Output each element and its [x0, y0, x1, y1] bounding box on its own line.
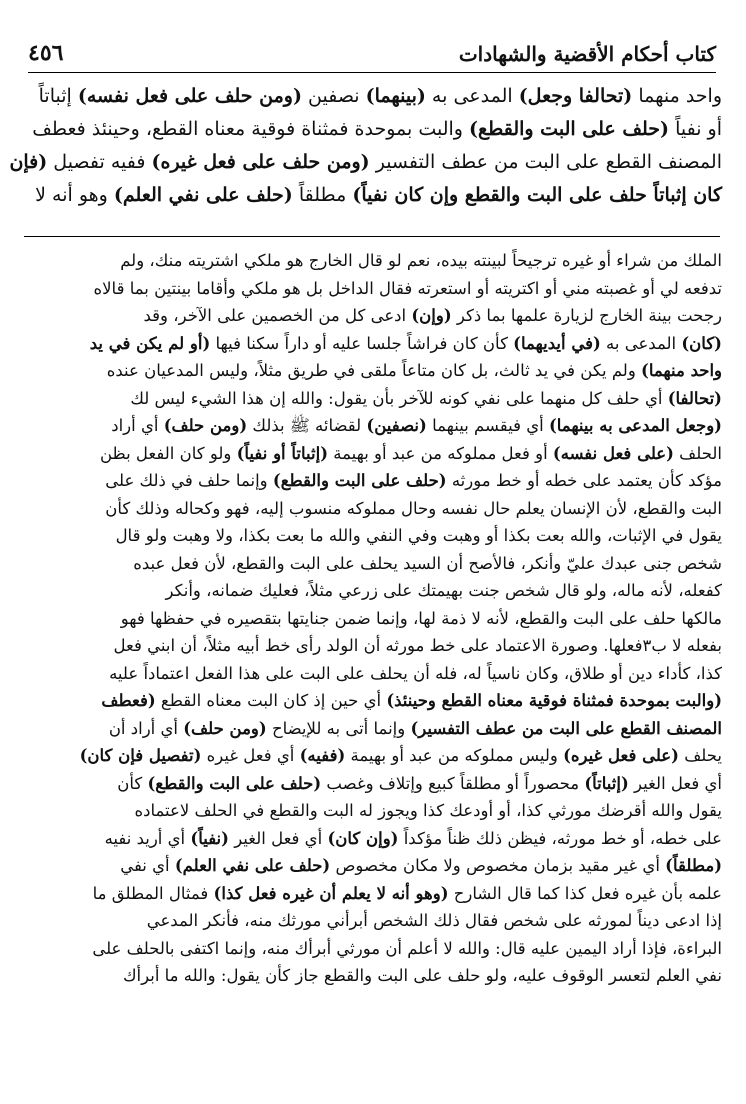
text-segment: أي أراد [111, 416, 164, 435]
text-segment: ادعى كل من الخصمين على الآخر، وقد [143, 306, 412, 325]
main-text-line [22, 80, 722, 113]
bold-segment: (أو لم يكن في يد [89, 333, 211, 353]
text-segment: شخص جنى عبدك عليّ وأنكر، فالأصح أن السيد يحلف على البت والقطع، لأن فعل عبده [133, 553, 722, 573]
text-segment: فمثال المطلق ما [92, 883, 214, 903]
text-segment: أي غير مقيد بزمان مخصوص ولا مكان مخصوص [330, 856, 666, 875]
text-segment: البت والقطع، لأن الإنسان يعلم حال نفسه وحال مملوكه منسوب إليه، فهو وكحاله وذلك كأن [105, 498, 722, 518]
bold-segment: (تحالفا وجعل) [518, 85, 633, 107]
main-text-block [9, 80, 722, 212]
separator-line [24, 236, 720, 237]
text-segment: نصفين [301, 85, 366, 107]
text-segment: يقول والله أقرضك مورثي كذا، أو أودعك كذا ويجوز له البت والقطع في الحلف لاعتماده [134, 801, 722, 820]
bold-segment: (تحالفا) [667, 388, 722, 408]
bold-segment: (فإن [9, 151, 48, 173]
bold-segment: المصنف القطع على البت من عطف التفسير) [410, 718, 722, 738]
text-segment: البراءة، فإذا أراد اليمين عليه قال: والله لا أعلم أن مورثي أبرأك منه، وإنما اكتفى بالحلف على [92, 938, 722, 958]
bold-segment: (نصفين) [366, 416, 427, 435]
book-title: كتاب أحكام الأقضية والشهادات [458, 42, 716, 66]
text-segment: المصنف القطع على البت من عطف التفسير [369, 151, 722, 173]
text-segment: الملك من شراء أو غيره ترجيحاً لبينته بيده، نعم لو قال الخارج هو ملكي اشتريته منك، ولم [120, 251, 722, 270]
text-segment: وليس مملوكه من عبد أو بهيمة [345, 746, 564, 765]
text-segment: أو نفياً [669, 118, 722, 140]
text-segment: الحلف [673, 443, 722, 463]
text-segment: أي فعل غيره [201, 746, 300, 765]
bold-segment: (حلف على نفي العلم) [174, 856, 331, 875]
commentary-line [22, 495, 722, 523]
text-segment: كذا، كأداء دين أو طلاق، وكان ناسياً له، فله أن يحلف على البت على هذا الفعل اعتماداً عليه [109, 663, 722, 683]
text-segment: لقضائه ﷺ بذلك [247, 416, 367, 435]
bold-segment: (ومن حلف على فعل غيره) [151, 151, 370, 173]
bold-segment: (وهو أنه لا يعلم أن غيره فعل كذا) [213, 883, 449, 903]
commentary-line [22, 275, 722, 303]
commentary-line [22, 715, 722, 743]
text-segment: مؤكد كأن يعتمد على خطه أو خط مورثه [446, 471, 722, 490]
main-text-line [9, 146, 722, 179]
bold-segment: (والبت بموحدة فمثناة فوقية معناه القطع وحينئذ) [386, 691, 722, 710]
text-segment: يقول في الإثبات، والله بعت بكذا أو وهبت وفي النفي والله ما بعت بكذا، ولا وهبت ولو قال [115, 526, 722, 545]
bold-segment: (كان) [681, 333, 722, 353]
commentary-line [22, 687, 722, 715]
bold-segment: (وإن) [411, 306, 452, 325]
text-segment: أي حين إذ كان البت معناه القطع [155, 691, 387, 710]
main-text-line [22, 179, 722, 212]
commentary-line [22, 935, 722, 963]
page-number: ٤٥٦ [28, 40, 64, 66]
text-segment: مالكها حلف على البت والقطع، لأنه لا ذمة لها، وإنما ضمن جنايتها بتقصيره في حفظها فهو [120, 608, 722, 628]
commentary-line [22, 907, 722, 935]
text-segment: يحلف [678, 746, 722, 765]
commentary-line [22, 385, 722, 413]
commentary-line [22, 522, 722, 550]
text-segment: ولم يكن في يد ثالث، بل كان متاعاً ملقى في طريق مثلاً، وليس المدعيان عنده [106, 361, 642, 380]
text-segment: والبت بموحدة فمثناة فوقية معناه القطع، وحينئذ فعطف [32, 118, 470, 140]
bold-segment: (على فعل غيره) [563, 746, 679, 765]
text-segment: المدعى به [600, 333, 682, 353]
text-segment: المدعى به [425, 85, 519, 107]
bold-segment: (بينهما) [365, 85, 426, 107]
text-segment: أي فعل الغير [628, 773, 722, 793]
text-segment: ولو كان الفعل بظن [99, 443, 237, 463]
commentary-line [22, 330, 722, 358]
commentary-line [22, 467, 722, 495]
bold-segment: (حلف على البت والقطع) [147, 773, 322, 793]
bold-segment: (ففيه) [299, 746, 346, 765]
bold-segment: (تفصيل فإن كان) [79, 746, 202, 765]
text-segment: أي أراد أن [108, 718, 184, 738]
bold-segment: كان إثباتاً حلف على البت والقطع وإن كان نفياً) [352, 184, 722, 206]
text-segment: إذا ادعى ديناً لمورثه على شخص فقال ذلك الشخص أبرأني مورثك منه، فأنكر المدعي [146, 911, 722, 930]
text-segment: رجحت بينة الخارج لزيارة علمها بما ذكر [451, 306, 722, 325]
bold-segment: (إثباتاً) [584, 773, 629, 793]
text-segment: أي فعل الغير [228, 828, 328, 848]
text-segment: كأن كان فراشاً جلسا عليه أو داراً سكنا فيها [210, 333, 514, 353]
bold-segment: (ومن حلف على فعل نفسه) [77, 85, 302, 107]
text-segment: ففيه تفصيل [47, 151, 152, 173]
text-segment: أي أريد نفيه [104, 828, 191, 848]
text-segment: إثباتاً [38, 85, 78, 107]
page-header [28, 40, 716, 73]
bold-segment: (في أيديهما) [513, 333, 601, 353]
bold-segment: (وإن كان) [327, 828, 399, 848]
bold-segment: (على فعل نفسه) [552, 443, 674, 463]
commentary-line [22, 880, 722, 908]
bold-segment: (فعطف [101, 691, 156, 710]
bold-segment: (حلف على البت والقطع) [272, 471, 447, 490]
text-segment: كأن [117, 773, 148, 793]
text-segment: وهو أنه لا [35, 184, 114, 206]
bold-segment: (حلف على نفي العلم) [113, 184, 293, 206]
text-segment: نفي العلم لتعسر الوقوف عليه، ولو حلف على البت والقطع جاز كأن يقول: والله ما أبرأك [122, 966, 722, 985]
text-segment: واحد منهما [632, 85, 722, 107]
commentary-block [22, 247, 722, 990]
commentary-line [22, 825, 722, 853]
commentary-line [22, 302, 722, 330]
commentary-line [22, 550, 722, 578]
text-segment: أو فعل مملوكه من عبد أو بهيمة [328, 443, 553, 463]
commentary-line [22, 770, 722, 798]
commentary-line [22, 440, 722, 468]
text-segment: أي فيقسم بينهما [426, 416, 549, 435]
text-segment: علمه بأن غيره فعل كذا كما قال الشارح [448, 883, 722, 903]
commentary-line [22, 605, 722, 633]
text-segment: كفعله، لأنه ماله، ولو قال شخص جنت بهيمتك على زرعي مثلاً، فعليك ضمانه، وأنكر [165, 581, 722, 600]
bold-segment: (ومن حلف) [163, 416, 248, 435]
text-segment: وإنما أتى به للإيضاح [266, 718, 411, 738]
text-segment: محصوراً أو مطلقاً كبيع وإتلاف وغصب [321, 773, 585, 793]
bold-segment: (حلف على البت والقطع) [469, 118, 670, 140]
text-segment: أي نفي [120, 856, 175, 875]
text-segment: على خطه، أو خط مورثه، فيظن ذلك ظناً مؤكداً [398, 828, 722, 848]
commentary-line [22, 962, 722, 990]
text-segment: مطلقاً [292, 184, 353, 206]
text-segment: أي حلف كل منهما على نفي كونه للآخر بأن يقول: والله إن هذا الشيء ليس لك [130, 388, 668, 408]
commentary-line [22, 577, 722, 605]
commentary-line [22, 247, 722, 275]
bold-segment: واحد منهما) [641, 361, 722, 380]
bold-segment: (نفياً) [190, 828, 229, 848]
text-segment: وإنما حلف في ذلك على [105, 471, 273, 490]
main-text-line [22, 113, 722, 146]
commentary-line [22, 660, 722, 688]
bold-segment: (إثباتاً أو نفياً) [236, 443, 328, 463]
bold-segment: (مطلقاً) [665, 856, 722, 875]
commentary-line [22, 412, 722, 440]
commentary-line [22, 357, 722, 385]
commentary-line [22, 852, 722, 880]
text-segment: تدفعه لي أو غصبته مني أو اكتريته أو استعرته فقال الداخل بل هو ملكي وأقاما بينتين بما قالاه [93, 278, 722, 298]
bold-segment: (وجعل المدعى به بينهما) [548, 416, 722, 435]
text-segment: بفعله لا ب٣فعلها. وصورة الاعتماد على خط مورثه أن الولد رأى خط أبيه مثلاً، أن ابني فعل [113, 636, 722, 655]
commentary-line [22, 632, 722, 660]
commentary-line [22, 797, 722, 825]
commentary-line [22, 742, 722, 770]
bold-segment: (ومن حلف) [183, 718, 267, 738]
